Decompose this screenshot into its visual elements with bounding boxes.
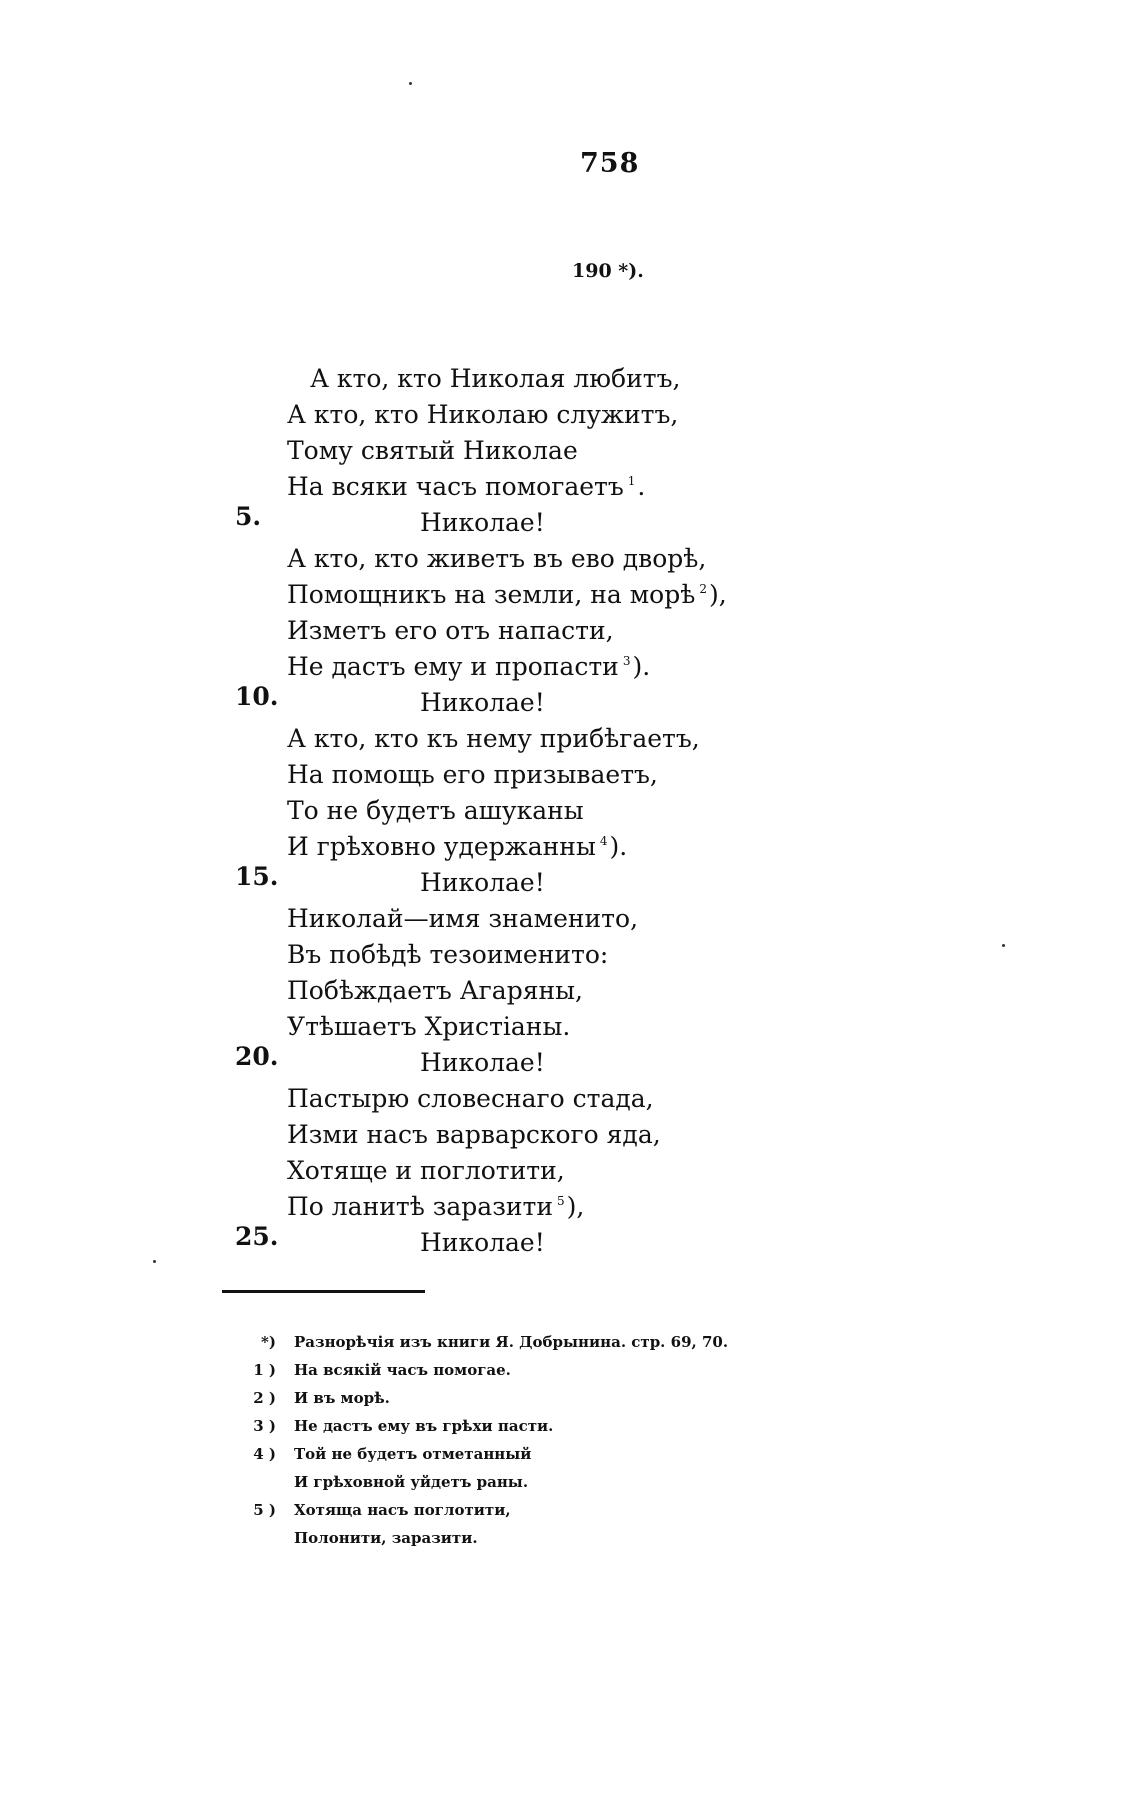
line-text: А кто, кто живетъ въ ево дворѣ, <box>287 544 707 573</box>
poem-number-value: 190 <box>572 260 612 282</box>
line-text: Побѣждаетъ Агаряны, <box>287 976 583 1005</box>
poem-line <box>235 931 795 967</box>
print-speck <box>1002 944 1005 947</box>
footnote-mark: *) <box>261 1333 276 1351</box>
footnote-text: И въ морѣ. <box>294 1389 390 1407</box>
footnote-text: На всякій часъ помогае. <box>294 1361 511 1379</box>
poem-line <box>235 1075 795 1111</box>
line-text: И грѣховно удержанны <box>287 832 596 861</box>
poem-line <box>235 1219 795 1255</box>
line-text: А кто, кто Николая любитъ, <box>310 364 681 393</box>
footnote-item <box>240 1440 880 1468</box>
footnote-ref: 1 <box>627 474 636 488</box>
poem-line <box>235 1111 795 1147</box>
footnote-item <box>240 1412 880 1440</box>
line-text: На всяки часъ помогаетъ <box>287 472 624 501</box>
footnote-mark: 2 ) <box>253 1389 276 1407</box>
line-text: Николае! <box>420 1228 545 1257</box>
poem-line <box>235 1147 795 1183</box>
poem-line <box>235 499 795 535</box>
line-number: 5. <box>235 502 262 531</box>
poem-line <box>235 1003 795 1039</box>
line-number: 15. <box>235 862 279 891</box>
footnote-text: Не дастъ ему въ грѣхи пасти. <box>294 1417 554 1435</box>
line-tail: ). <box>609 832 628 861</box>
footnote-text: Полонити, заразити. <box>294 1529 478 1547</box>
line-text: Николае! <box>420 508 545 537</box>
poem-line <box>235 427 795 463</box>
poem-line <box>235 463 795 499</box>
poem-line <box>235 355 795 391</box>
footnote-mark: 4 ) <box>253 1445 276 1463</box>
print-speck <box>153 1260 156 1263</box>
line-tail: ), <box>708 580 727 609</box>
line-number: 10. <box>235 682 279 711</box>
footnote-item <box>240 1356 880 1384</box>
line-text: Пастырю словеснаго стада, <box>287 1084 654 1113</box>
line-text: Изметъ его отъ напасти, <box>287 616 614 645</box>
poem-line <box>235 823 795 859</box>
line-text: Хотяще и поглотити, <box>287 1156 565 1185</box>
poem-line <box>235 895 795 931</box>
line-text: Помощникъ на земли, на морѣ <box>287 580 696 609</box>
poem-line <box>235 391 795 427</box>
page-number: 758 <box>580 148 640 179</box>
poem-line <box>235 967 795 1003</box>
line-tail: . <box>637 472 646 501</box>
line-text: Утѣшаетъ Христіаны. <box>287 1012 571 1041</box>
footnote-ref: 5 <box>557 1194 565 1208</box>
line-text: Тому святый Николае <box>287 436 578 465</box>
line-text: То не будетъ ашуканы <box>287 796 584 825</box>
poem-line <box>235 679 795 715</box>
poem-number <box>572 260 644 282</box>
line-text: А кто, кто Николаю служитъ, <box>287 400 679 429</box>
line-text: А кто, кто къ нему прибѣгаетъ, <box>287 724 700 753</box>
footnote-text: Хотяща насъ поглотити, <box>294 1501 511 1519</box>
print-speck <box>409 82 412 85</box>
line-text: Николае! <box>420 868 545 897</box>
line-text: Николае! <box>420 688 545 717</box>
line-number: 20. <box>235 1042 279 1071</box>
footnote-item <box>240 1496 880 1524</box>
line-text: На помощь его призываетъ, <box>287 760 658 789</box>
footnote-mark: 3 ) <box>253 1417 276 1435</box>
footnote-text: Той не будетъ отметанный <box>294 1445 532 1463</box>
poem-body <box>235 355 795 1255</box>
poem-line <box>235 607 795 643</box>
footnote-ref: 4 <box>599 834 608 848</box>
poem-line <box>235 643 795 679</box>
line-text: Въ побѣдѣ тезоименито: <box>287 940 609 969</box>
poem-line <box>235 859 795 895</box>
poem-line <box>235 787 795 823</box>
poem-line <box>235 715 795 751</box>
line-text: По ланитѣ заразити <box>287 1192 554 1221</box>
line-text: Николай—имя знаменито, <box>287 904 639 933</box>
footnote-text: Разнорѣчія изъ книги Я. Добрынина. стр. 69, 70. <box>294 1333 729 1351</box>
line-tail: ), <box>566 1192 585 1221</box>
footnote-mark: 1 ) <box>253 1361 276 1379</box>
line-tail: ). <box>632 652 651 681</box>
footnote-rule <box>222 1290 425 1293</box>
footnote-text: И грѣховной уйдетъ раны. <box>294 1473 529 1491</box>
footnotes <box>240 1328 880 1552</box>
footnote-item <box>240 1468 880 1496</box>
footnote-item <box>240 1328 880 1356</box>
footnote-mark: 5 ) <box>253 1501 276 1519</box>
line-text: Не дастъ ему и пропасти <box>287 652 619 681</box>
poem-line <box>235 1183 795 1219</box>
poem-line <box>235 1039 795 1075</box>
poem-line <box>235 535 795 571</box>
footnote-item <box>240 1524 880 1552</box>
line-number: 25. <box>235 1222 279 1251</box>
poem-line <box>235 571 795 607</box>
line-text-wrap <box>420 1219 551 1261</box>
footnote-ref: 2 <box>699 582 707 596</box>
footnote-item <box>240 1384 880 1412</box>
line-text: Изми насъ варварского яда, <box>287 1120 661 1149</box>
poem-line <box>235 751 795 787</box>
footnote-ref: 3 <box>622 654 631 668</box>
poem-note-mark: *). <box>618 260 644 282</box>
line-text: Николае! <box>420 1048 545 1077</box>
